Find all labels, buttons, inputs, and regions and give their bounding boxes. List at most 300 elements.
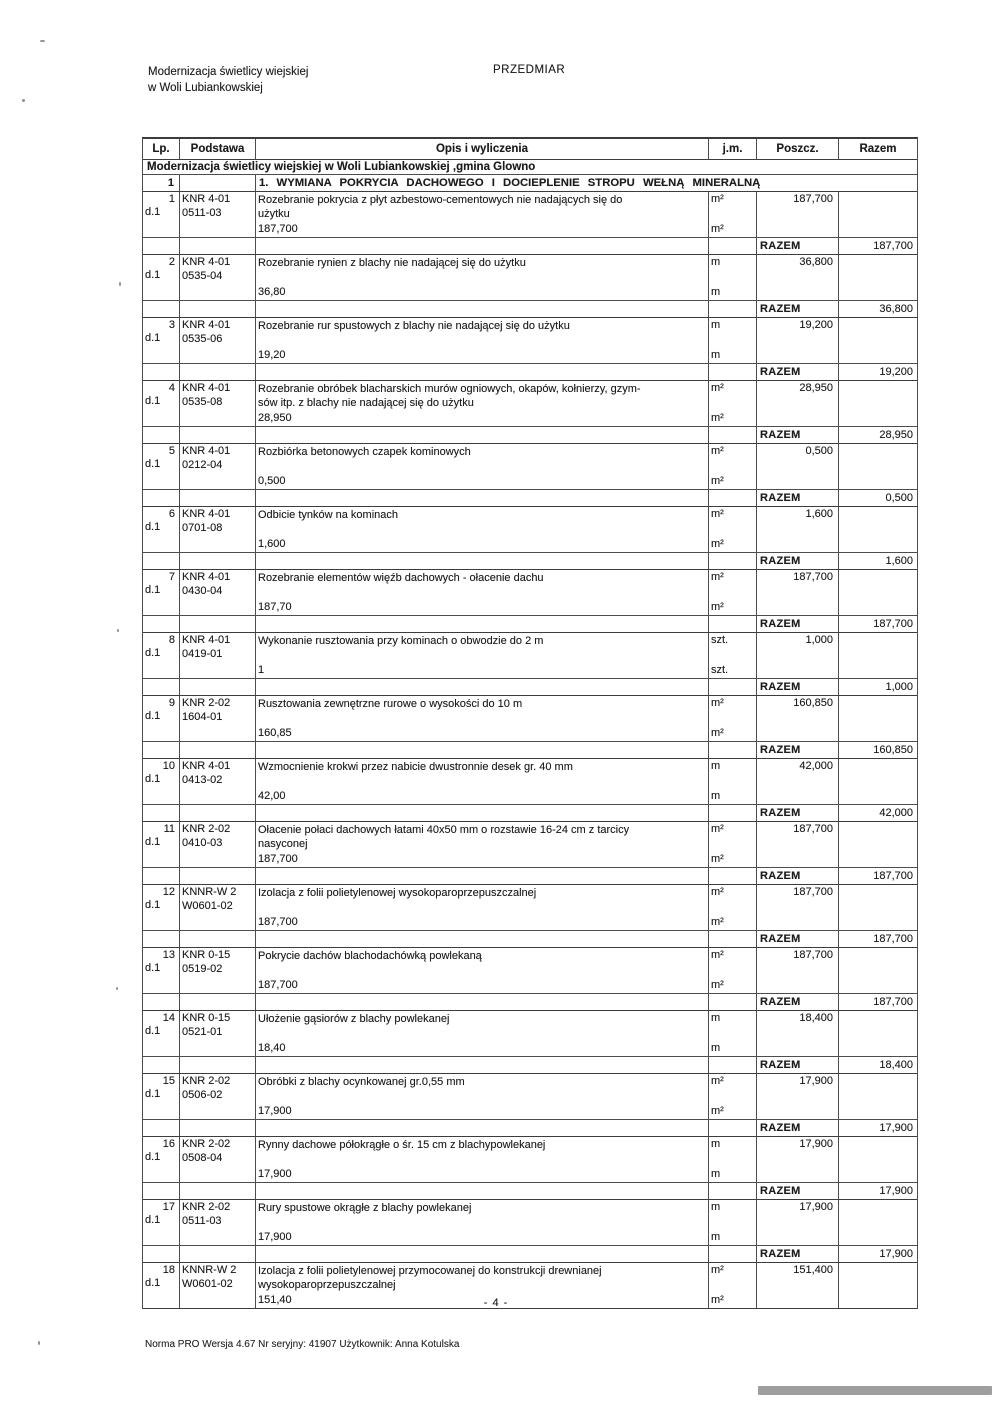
item-number: 18	[162, 1264, 175, 1276]
razem-label: RAZEM	[757, 427, 839, 443]
item-razem-spacer	[839, 318, 917, 363]
razem-value: 187,700	[873, 618, 913, 630]
item-d-ref: d.1	[145, 1213, 161, 1226]
item-d-ref: d.1	[145, 205, 161, 218]
item-basis-variant: 0521-01	[182, 1025, 223, 1038]
project-title-line1: Modernizacja świetlicy wiejskiej	[148, 66, 309, 78]
item-basis-variant: 0535-06	[182, 332, 223, 345]
item-description-line1: Izolacja z folii polietylenowej przymocowanej do konstrukcji drewnianej	[258, 1265, 602, 1277]
item-description-row	[143, 696, 917, 741]
item-razem-spacer	[839, 1011, 917, 1056]
razem-value: 187,700	[873, 240, 913, 252]
item-partial-value: 17,900	[757, 1200, 839, 1245]
item-quantity-expression: 1,600	[258, 538, 286, 550]
item-quantity-expression: 19,20	[258, 349, 286, 361]
item-description-cell	[256, 318, 709, 363]
item-basis-cell	[180, 444, 256, 489]
razem-row	[143, 1056, 917, 1074]
razem-label: RAZEM	[757, 805, 839, 821]
item-basis-variant: 0508-04	[182, 1151, 223, 1164]
razem-row	[143, 426, 917, 444]
item-number: 11	[163, 823, 175, 835]
item-number: 3	[168, 319, 175, 331]
item-quantity-unit: m	[711, 790, 721, 802]
table-row	[143, 885, 917, 948]
item-basis-variant: W0601-02	[182, 1277, 233, 1290]
item-quantity-expression: 17,900	[258, 1231, 292, 1243]
item-description-line2: sów itp. z blachy nie nadającej się do użytku	[258, 397, 474, 409]
item-description-line1: Rozebranie pokrycia z płyt azbestowo-cementowych nie nadających się do	[258, 194, 623, 206]
razem-value: 1,000	[885, 681, 913, 693]
razem-value: 36,800	[879, 303, 913, 315]
item-lp-cell	[143, 1011, 180, 1056]
scan-artifact	[38, 1341, 40, 1345]
item-quantity-unit: m	[711, 1042, 721, 1054]
item-basis-code: KNR 0-15	[182, 1012, 231, 1024]
item-d-ref: d.1	[145, 772, 161, 785]
item-quantity-unit: m²	[711, 853, 724, 865]
item-basis-code: KNR 4-01	[182, 319, 231, 331]
item-basis-code: KNR 4-01	[182, 193, 231, 205]
item-lp-cell	[143, 381, 180, 426]
item-d-ref: d.1	[145, 1024, 161, 1037]
table-row	[143, 1074, 917, 1137]
item-basis-code: KNR 4-01	[182, 256, 231, 268]
item-partial-value: 160,850	[757, 696, 839, 741]
item-quantity-expression: 1	[258, 664, 265, 676]
item-description-row	[143, 759, 917, 804]
razem-row	[143, 741, 917, 759]
razem-value: 160,850	[873, 744, 913, 756]
item-basis-variant: 0413-02	[182, 773, 223, 786]
item-basis-cell	[180, 885, 256, 930]
item-unit: m	[711, 1201, 721, 1213]
project-title-line2: w Woli Lubiankowskiej	[148, 82, 263, 94]
item-partial-value: 151,400	[757, 1263, 839, 1308]
item-razem-spacer	[839, 570, 917, 615]
item-basis-code: KNR 2-02	[182, 1075, 231, 1087]
item-unit-cell	[709, 444, 757, 489]
item-number: 4	[168, 382, 175, 394]
item-razem-spacer	[839, 1137, 917, 1182]
item-d-ref: d.1	[145, 898, 161, 911]
razem-label: RAZEM	[757, 679, 839, 695]
item-number: 13	[162, 949, 175, 961]
item-quantity-expression: 187,700	[258, 853, 298, 865]
item-description-line1: Rozebranie rynien z blachy nie nadającej się do użytku	[258, 257, 526, 269]
item-quantity-unit: m²	[711, 727, 724, 739]
item-quantity-unit: m²	[711, 412, 724, 424]
column-header-poszcz: Poszcz.	[757, 139, 839, 159]
item-basis-code: KNNR-W 2	[182, 886, 237, 898]
razem-row	[143, 552, 917, 570]
razem-value: 28,950	[879, 429, 913, 441]
item-basis-cell	[180, 1011, 256, 1056]
table-row	[143, 696, 917, 759]
item-unit-cell	[709, 696, 757, 741]
item-description-row	[143, 1200, 917, 1245]
chapter-title: 1. WYMIANA POKRYCIA DACHOWEGO I DOCIEPLENIE STROPU WEŁNĄ MINERALNĄ	[259, 177, 761, 189]
table-row	[143, 1011, 917, 1074]
item-quantity-unit: szt.	[711, 664, 729, 676]
item-basis-variant: 0701-08	[182, 521, 223, 534]
item-partial-value: 1,600	[757, 507, 839, 552]
item-description-row	[143, 381, 917, 426]
item-basis-cell	[180, 696, 256, 741]
razem-value: 187,700	[873, 870, 913, 882]
scan-artifact	[116, 987, 118, 990]
item-description-row	[143, 633, 917, 678]
item-number: 5	[168, 445, 175, 457]
item-partial-value: 1,000	[757, 633, 839, 678]
item-partial-value: 19,200	[757, 318, 839, 363]
estimate-table	[142, 137, 918, 1309]
item-basis-cell	[180, 1074, 256, 1119]
item-quantity-expression: 187,700	[258, 223, 298, 235]
item-quantity-expression: 151,40	[258, 1294, 292, 1306]
item-basis-variant: 0410-03	[182, 836, 223, 849]
item-description-line1: Rozebranie elementów więźb dachowych - ołacenie dachu	[258, 572, 544, 584]
razem-row	[143, 1245, 917, 1263]
item-unit-cell	[709, 633, 757, 678]
razem-value: 18,400	[879, 1059, 913, 1071]
item-unit-cell	[709, 192, 757, 237]
item-partial-value: 18,400	[757, 1011, 839, 1056]
item-basis-cell	[180, 1200, 256, 1245]
item-description-cell	[256, 255, 709, 300]
item-basis-variant: 0430-04	[182, 584, 223, 597]
item-description-line1: Rynny dachowe półokrągłe o śr. 15 cm z blachypowlekanej	[258, 1139, 546, 1151]
razem-label: RAZEM	[757, 1120, 839, 1136]
item-unit: m	[711, 760, 721, 772]
razem-row	[143, 804, 917, 822]
item-quantity-unit: m²	[711, 601, 724, 613]
item-basis-cell	[180, 759, 256, 804]
item-description-line1: Rozebranie rur spustowych z blachy nie nadającej się do użytku	[258, 320, 570, 332]
table-row	[143, 444, 917, 507]
column-header-podstawa: Podstawa	[180, 139, 256, 159]
item-description-line1: Rury spustowe okrągłe z blachy powlekanej	[258, 1202, 472, 1214]
item-description-line1: Pokrycie dachów blachodachówką powlekaną	[258, 950, 482, 962]
item-basis-variant: 0506-02	[182, 1088, 223, 1101]
item-description-line1: Ułożenie gąsiorów z blachy powlekanej	[258, 1013, 450, 1025]
item-basis-code: KNR 2-02	[182, 697, 231, 709]
scan-artifact	[22, 99, 25, 102]
item-description-cell	[256, 1200, 709, 1245]
table-row	[143, 255, 917, 318]
item-lp-cell	[143, 696, 180, 741]
item-unit-cell	[709, 570, 757, 615]
item-razem-spacer	[839, 696, 917, 741]
item-razem-spacer	[839, 192, 917, 237]
razem-row	[143, 1119, 917, 1137]
item-d-ref: d.1	[145, 646, 161, 659]
item-quantity-unit: m²	[711, 916, 724, 928]
item-basis-variant: 0511-03	[182, 206, 222, 219]
item-lp-cell	[143, 759, 180, 804]
chapter-row	[143, 175, 917, 192]
item-unit: m²	[711, 382, 724, 394]
item-quantity-unit: m	[711, 1231, 721, 1243]
item-quantity-unit: m²	[711, 979, 724, 991]
item-basis-variant: 0419-01	[182, 647, 223, 660]
item-partial-value: 36,800	[757, 255, 839, 300]
item-description-cell	[256, 444, 709, 489]
column-header-opis: Opis i wyliczenia	[256, 139, 709, 159]
razem-value: 42,000	[879, 807, 913, 819]
item-basis-code: KNR 2-02	[182, 1201, 231, 1213]
item-quantity-unit: m	[711, 286, 721, 298]
item-unit: m²	[711, 697, 724, 709]
item-unit: m²	[711, 571, 724, 583]
item-basis-code: KNR 4-01	[182, 760, 231, 772]
item-unit-cell	[709, 318, 757, 363]
razem-label: RAZEM	[757, 1246, 839, 1262]
razem-label: RAZEM	[757, 301, 839, 317]
item-unit-cell	[709, 822, 757, 867]
item-razem-spacer	[839, 255, 917, 300]
item-unit: m²	[711, 193, 724, 205]
item-quantity-expression: 36,80	[258, 286, 286, 298]
item-quantity-unit: m²	[711, 538, 724, 550]
item-description-row	[143, 255, 917, 300]
item-description-row	[143, 948, 917, 993]
item-description-cell	[256, 381, 709, 426]
item-quantity-expression: 17,900	[258, 1168, 292, 1180]
page-number: - 4 -	[483, 1297, 509, 1309]
item-description-line1: Wzmocnienie krokwi przez nabicie dwustronnie desek gr. 40 mm	[258, 761, 573, 773]
item-razem-spacer	[839, 444, 917, 489]
table-row	[143, 759, 917, 822]
razem-value: 0,500	[885, 492, 913, 504]
item-quantity-expression: 187,700	[258, 979, 298, 991]
item-description-line2: nasyconej	[258, 838, 308, 850]
item-basis-cell	[180, 570, 256, 615]
column-header-jm: j.m.	[709, 139, 757, 159]
item-unit-cell	[709, 1011, 757, 1056]
item-partial-value: 17,900	[757, 1137, 839, 1182]
item-basis-code: KNNR-W 2	[182, 1264, 237, 1276]
item-description-line1: Rusztowania zewnętrzne rurowe o wysokości do 10 m	[258, 698, 523, 710]
item-unit: m²	[711, 1264, 724, 1276]
table-row	[143, 633, 917, 696]
razem-value: 187,700	[873, 933, 913, 945]
item-unit-cell	[709, 1137, 757, 1182]
item-basis-code: KNR 4-01	[182, 508, 231, 520]
item-quantity-expression: 160,85	[258, 727, 292, 739]
table-row	[143, 822, 917, 885]
table-row	[143, 1137, 917, 1200]
item-unit: m	[711, 256, 721, 268]
document-header-left	[148, 64, 308, 96]
item-quantity-expression: 0,500	[258, 475, 286, 487]
razem-label: RAZEM	[757, 931, 839, 947]
table-header-row	[143, 139, 917, 160]
item-basis-variant: 0535-04	[182, 269, 223, 282]
item-d-ref: d.1	[145, 520, 161, 533]
item-lp-cell	[143, 507, 180, 552]
chapter-spacer	[180, 175, 256, 191]
item-basis-cell	[180, 318, 256, 363]
razem-row	[143, 237, 917, 255]
item-description-row	[143, 822, 917, 867]
item-description-line1: Wykonanie rusztowania przy kominach o obwodzie do 2 m	[258, 635, 544, 647]
item-number: 7	[168, 571, 175, 583]
item-description-line2: użytku	[258, 208, 290, 220]
item-quantity-unit: m	[711, 349, 721, 361]
item-d-ref: d.1	[145, 835, 161, 848]
item-unit: m²	[711, 886, 724, 898]
razem-row	[143, 489, 917, 507]
razem-value: 17,900	[879, 1185, 913, 1197]
item-number: 17	[162, 1201, 175, 1213]
item-razem-spacer	[839, 822, 917, 867]
item-description-row	[143, 1074, 917, 1119]
item-unit: m²	[711, 949, 724, 961]
item-number: 14	[162, 1012, 175, 1024]
item-basis-cell	[180, 822, 256, 867]
section-title-row: Modernizacja świetlicy wiejskiej w Woli Lubiankowskiej ,gmina Glowno	[143, 160, 917, 175]
item-razem-spacer	[839, 759, 917, 804]
item-basis-variant: 0511-03	[182, 1214, 222, 1227]
item-lp-cell	[143, 1074, 180, 1119]
item-unit-cell	[709, 1074, 757, 1119]
item-number: 15	[162, 1075, 175, 1087]
item-razem-spacer	[839, 633, 917, 678]
item-basis-variant: 1604-01	[182, 710, 223, 723]
razem-row	[143, 867, 917, 885]
item-description-line1: Obróbki z blachy ocynkowanej gr.0,55 mm	[258, 1076, 465, 1088]
item-unit: m	[711, 319, 721, 331]
item-lp-cell	[143, 633, 180, 678]
razem-row	[143, 993, 917, 1011]
razem-value: 1,600	[885, 555, 913, 567]
item-lp-cell	[143, 1200, 180, 1245]
razem-row	[143, 615, 917, 633]
item-description-cell	[256, 1074, 709, 1119]
item-basis-code: KNR 4-01	[182, 445, 231, 457]
item-quantity-unit: m²	[711, 223, 724, 235]
item-number: 12	[162, 886, 175, 898]
item-unit: szt.	[711, 634, 729, 646]
razem-value: 187,700	[873, 996, 913, 1008]
razem-value: 17,900	[879, 1248, 913, 1260]
item-description-row	[143, 885, 917, 930]
item-description-row	[143, 570, 917, 615]
item-basis-variant: 0519-02	[182, 962, 223, 975]
item-d-ref: d.1	[145, 709, 161, 722]
item-basis-cell	[180, 1137, 256, 1182]
item-description-cell	[256, 1137, 709, 1182]
item-number: 8	[168, 634, 175, 646]
item-unit-cell	[709, 255, 757, 300]
scan-artifact	[40, 40, 45, 42]
item-quantity-expression: 187,700	[258, 916, 298, 928]
item-description-cell	[256, 192, 709, 237]
item-lp-cell	[143, 570, 180, 615]
item-basis-code: KNR 4-01	[182, 634, 231, 646]
scan-artifact	[119, 282, 121, 286]
item-partial-value: 17,900	[757, 1074, 839, 1119]
item-basis-code: KNR 4-01	[182, 571, 231, 583]
item-basis-cell	[180, 192, 256, 237]
item-basis-variant: 0535-08	[182, 395, 223, 408]
item-basis-variant: W0601-02	[182, 899, 233, 912]
item-description-row	[143, 1137, 917, 1182]
razem-row	[143, 1182, 917, 1200]
table-body	[143, 192, 917, 1309]
item-partial-value: 28,950	[757, 381, 839, 426]
item-description-line1: Rozebranie obróbek blacharskich murów ogniowych, okapów, kołnierzy, gzym-	[258, 383, 641, 395]
item-d-ref: d.1	[145, 583, 161, 596]
item-quantity-expression: 18,40	[258, 1042, 286, 1054]
item-razem-spacer	[839, 885, 917, 930]
item-lp-cell	[143, 192, 180, 237]
document-type-title: PRZEDMIAR	[493, 64, 566, 76]
razem-row	[143, 930, 917, 948]
table-row	[143, 192, 917, 255]
item-basis-cell	[180, 255, 256, 300]
item-description-row	[143, 1011, 917, 1056]
item-basis-cell	[180, 633, 256, 678]
item-quantity-unit: m	[711, 1168, 721, 1180]
item-number: 2	[168, 256, 175, 268]
item-partial-value: 187,700	[757, 822, 839, 867]
item-unit-cell	[709, 885, 757, 930]
item-description-line2: wysokoparoprzepuszczalnej	[258, 1279, 396, 1291]
item-quantity-unit: m²	[711, 1105, 724, 1117]
item-unit: m²	[711, 823, 724, 835]
item-unit-cell	[709, 1200, 757, 1245]
item-lp-cell	[143, 444, 180, 489]
item-partial-value: 187,700	[757, 885, 839, 930]
item-number: 6	[168, 508, 175, 520]
item-basis-code: KNR 2-02	[182, 1138, 231, 1150]
razem-row	[143, 300, 917, 318]
item-quantity-expression: 187,70	[258, 601, 292, 613]
razem-value: 17,900	[879, 1122, 913, 1134]
item-description-row	[143, 444, 917, 489]
item-description-cell	[256, 570, 709, 615]
item-d-ref: d.1	[145, 1276, 161, 1289]
item-partial-value: 187,700	[757, 192, 839, 237]
chapter-number: 1	[143, 175, 180, 191]
item-description-cell	[256, 1011, 709, 1056]
table-row	[143, 1200, 917, 1263]
item-unit-cell	[709, 759, 757, 804]
item-lp-cell	[143, 885, 180, 930]
item-quantity-unit: m²	[711, 475, 724, 487]
item-unit: m²	[711, 508, 724, 520]
item-description-cell	[256, 696, 709, 741]
item-lp-cell	[143, 318, 180, 363]
item-razem-spacer	[839, 1200, 917, 1245]
razem-label: RAZEM	[757, 742, 839, 758]
table-row	[143, 570, 917, 633]
item-description-row	[143, 507, 917, 552]
razem-label: RAZEM	[757, 616, 839, 632]
item-unit-cell	[709, 507, 757, 552]
table-row	[143, 318, 917, 381]
item-description-cell	[256, 885, 709, 930]
razem-row	[143, 678, 917, 696]
item-unit-cell	[709, 381, 757, 426]
razem-label: RAZEM	[757, 1057, 839, 1073]
table-row	[143, 507, 917, 570]
footer-software-info: Norma PRO Wersja 4.67 Nr seryjny: 41907 Użytkownik: Anna Kotulska	[145, 1339, 460, 1350]
razem-label: RAZEM	[757, 994, 839, 1010]
item-description-cell	[256, 948, 709, 993]
